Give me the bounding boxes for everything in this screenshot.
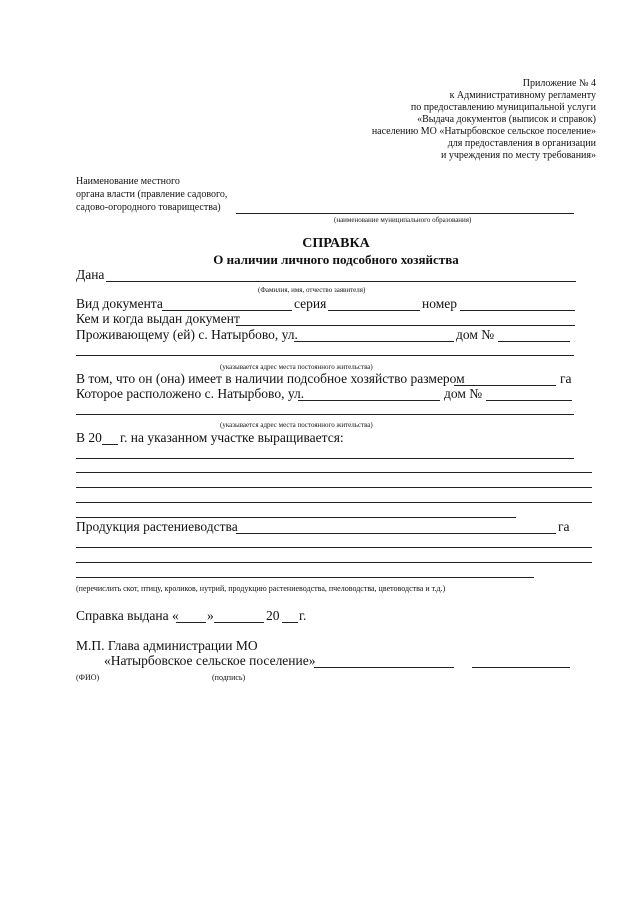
sign-field[interactable] <box>472 667 570 668</box>
located-label: Которое расположено с. Натырбово, ул. <box>76 386 305 401</box>
located-street-field[interactable] <box>298 400 440 401</box>
grown-line-2[interactable] <box>76 472 592 473</box>
document-subtitle: О наличии личного подсобного хозяйства <box>213 252 459 267</box>
grown-line-1[interactable] <box>76 458 574 459</box>
house-field[interactable] <box>498 341 570 342</box>
appendix-line-1: Приложение № 4 <box>522 78 596 89</box>
fio-caption: (ФИО) <box>76 673 100 682</box>
residing-extra-field[interactable] <box>76 355 574 356</box>
located-extra-field[interactable] <box>76 414 574 415</box>
residing-caption: (указывается адрес места постоянного жительства) <box>220 363 373 371</box>
appendix-line-5: населению МО «Натырбовское сельское поселение» <box>371 126 596 137</box>
signature-line-1: М.П. Глава администрации МО <box>76 638 258 653</box>
list-caption: (перечислить скот, птицу, кроликов, нутрий, продукцию растениеводства, пчеловодства, цветоводства и т.д.) <box>76 584 446 593</box>
owns-label: В том, что он (она) имеет в наличии подсобное хозяйство размером <box>76 371 465 386</box>
appendix-line-2: к Административному регламенту <box>449 90 596 101</box>
cert-year-field[interactable] <box>282 622 298 623</box>
number-field[interactable] <box>460 310 575 311</box>
appendix-line-4: «Выдача документов (выписок и справок) <box>417 114 596 125</box>
issued-by-field[interactable] <box>236 325 575 326</box>
appendix-line-7: и учреждения по месту требования» <box>441 150 596 161</box>
authority-name-field[interactable] <box>236 213 574 214</box>
doc-type-label: Вид документа <box>76 296 163 311</box>
appendix-line-6: для предоставления в организации <box>447 138 596 149</box>
house2-label: дом № <box>444 386 483 401</box>
cert-mid: » <box>207 608 214 623</box>
crops-label: Продукция растениеводства <box>76 519 238 534</box>
crops-field[interactable] <box>236 533 556 534</box>
year-field[interactable] <box>102 444 118 445</box>
crops-line-2[interactable] <box>76 547 592 548</box>
authority-line-3: садово-огородного товарищества) <box>76 202 221 213</box>
grown-line-4[interactable] <box>76 502 592 503</box>
house-label: дом № <box>456 327 495 342</box>
cert-year-prefix: 20 <box>266 608 280 623</box>
grown-line-3[interactable] <box>76 487 592 488</box>
document-title: СПРАВКА <box>302 236 370 251</box>
residing-label: Проживающему (ей) с. Натырбово, ул. <box>76 327 298 342</box>
issued-to-caption: (Фамилия, имя, отчество заявителя) <box>258 286 366 294</box>
authority-line-1: Наименование местного <box>76 176 180 187</box>
crops-line-4[interactable] <box>76 577 534 578</box>
sign-caption: (подпись) <box>212 673 246 682</box>
signature-line-2: «Натырбовское сельское поселение» <box>104 653 316 668</box>
cert-issued-label: Справка выдана « <box>76 608 179 623</box>
cert-g: г. <box>299 608 307 623</box>
appendix-line-3: по предоставлению муниципальной услуги <box>410 102 596 113</box>
issued-by-label: Кем и когда выдан документ <box>76 311 240 326</box>
series-label: серия <box>294 296 327 311</box>
issued-to-label: Дана <box>76 267 105 282</box>
fio-field[interactable] <box>314 667 454 668</box>
year-prefix: В 20 <box>76 430 102 445</box>
house2-field[interactable] <box>486 400 572 401</box>
number-label: номер <box>422 296 458 311</box>
cert-month-field[interactable] <box>214 622 264 623</box>
street-field[interactable] <box>294 341 454 342</box>
issued-to-field[interactable] <box>106 281 576 282</box>
authority-line-2: органа власти (правление садового, <box>76 189 228 200</box>
authority-caption: (наименование муниципального образования) <box>334 216 472 224</box>
located-caption: (указывается адрес места постоянного жительства) <box>220 421 373 429</box>
year-suffix: г. на указанном участке выращивается: <box>120 430 344 445</box>
grown-line-5[interactable] <box>76 517 516 518</box>
crops-ha-label: га <box>558 519 570 534</box>
ha-label: га <box>560 371 572 386</box>
crops-line-3[interactable] <box>76 562 592 563</box>
cert-day-field[interactable] <box>176 622 206 623</box>
series-field[interactable] <box>328 310 420 311</box>
